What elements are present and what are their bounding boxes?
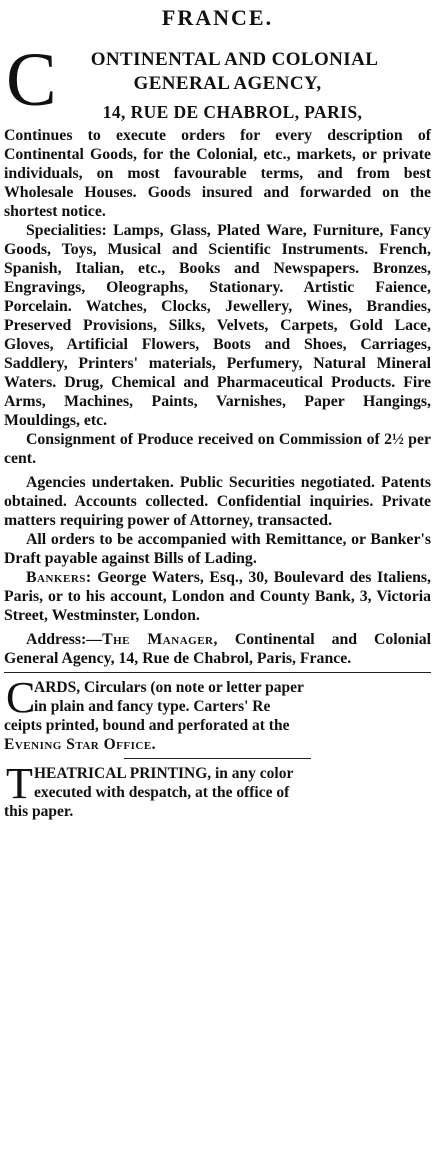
section-heading: FRANCE.: [161, 5, 274, 30]
separator-rule-short: [124, 758, 311, 759]
theatrical-line-2: executed with despatch, at the office of: [34, 784, 290, 801]
specialities-paragraph: Specialities: Lamps, Glass, Plated Ware, Furniture, Fancy Goods, Toys, Musical and Scientific Instruments. French, Spanish, Italian, etc., Books and Newspapers. Bronzes, Engravings, Oleographs, Stationary. Artistic Faience, Porcelain. Watches, Clocks, Jewellery, Wines, Brandies, Preserved Provisions, Silks, Velvets, Carpets, Gold Lace, Gloves, Artificial Flowers, Boots and Shoes, Carriages, Saddlery, Printers' materials, Perfumery, Natural Mineral Waters. Drug, Chemical and Pharmaceutical Products. Fire Arms, Machines, Paints, Varnishes, Paper Hangings, Mouldings, etc.: [4, 222, 431, 429]
cards-line-2: in plain and fancy type. Carters' Re: [34, 698, 271, 715]
cards-advertisement: [4, 673, 431, 754]
agency-dropcap: C: [6, 38, 57, 122]
theatrical-advertisement: [4, 759, 431, 821]
theatrical-dropcap: T: [6, 759, 33, 808]
cards-line-4: Evening Star Office.: [4, 736, 157, 753]
bankers-label: Bankers:: [26, 569, 92, 586]
agencies-paragraph: Agencies undertaken. Public Securities negotiated. Patents obtained. Accounts collected. Confidential inquiries. Private matters requiring power of Attorney, transacted.: [4, 474, 431, 529]
bankers-text: George Waters, Esq., 30, Boulevard des Italiens, Paris, or to his account, London and County Bank, 3, Victoria Street, Westminster, London.: [4, 569, 432, 624]
agency-intro-paragraph: Continues to execute orders for every description of Continental Goods, for the Colonial, etc., markets, or private individuals, on most favourable terms, and from best Wholesale Houses. Goods insured and forwarded on the shortest notice.: [4, 127, 431, 220]
separator-rule: [4, 672, 431, 673]
address-label: Address:—: [26, 631, 103, 648]
newspaper-column: [4, 0, 431, 821]
cards-dropcap: C: [6, 673, 36, 722]
theatrical-line-3: this paper.: [4, 803, 74, 820]
consignment-paragraph: Consignment of Produce received on Commission of 2½ per cent.: [4, 431, 431, 467]
bankers-paragraph: [4, 568, 431, 625]
agency-title-block: [4, 38, 431, 126]
agency-title-line-1: ONTINENTAL AND COLONIAL: [90, 49, 379, 70]
theatrical-line-1: HEATRICAL PRINTING, in any color: [34, 765, 294, 782]
agency-address-line: 14, RUE DE CHABROL, PARIS,: [102, 102, 363, 122]
agency-title-line-2: GENERAL AGENCY,: [133, 73, 322, 94]
address-text: Continental and Colonial General Agency, 14, Rue de Chabrol, Paris, France.: [4, 631, 432, 667]
orders-paragraph: All orders to be accompanied with Remittance, or Banker's Draft payable against Bills of Lading.: [4, 531, 431, 567]
address-paragraph: [4, 630, 431, 668]
cards-line-3: ceipts printed, bound and perforated at the: [4, 717, 290, 734]
address-manager: The Manager,: [102, 631, 218, 648]
cards-line-1: ARDS, Circulars (on note or letter paper: [34, 679, 304, 696]
